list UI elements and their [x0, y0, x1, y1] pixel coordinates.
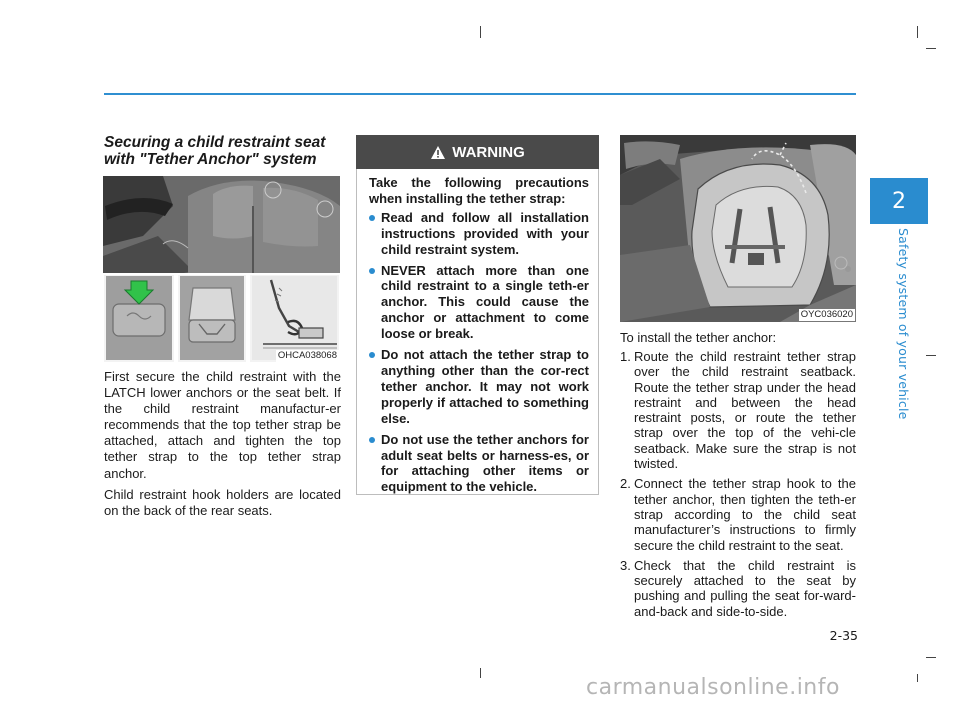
warning-header [356, 135, 599, 169]
child-seat-tether-image [620, 135, 856, 322]
warning-box [356, 135, 599, 495]
step-item [620, 476, 856, 552]
bullet-icon [369, 352, 375, 358]
crop-mark [926, 355, 936, 356]
warning-intro: Take the following precautions when installing the tether strap: [369, 175, 589, 206]
step-item [620, 349, 856, 471]
bullet-icon [369, 215, 375, 221]
left-body-text [104, 369, 341, 524]
crop-mark [926, 657, 936, 658]
bullet-icon [369, 268, 375, 274]
step-text: Check that the child restraint is securely attached to the seat by pushing and pulling the seat for-ward-and-back and side-to-side. [634, 557, 856, 619]
section-heading: Securing a child restraint seat with "Tether Anchor" system [104, 134, 326, 168]
warning-item [369, 432, 589, 496]
step-text: Route the child restraint tether strap over the child restraint seatback. Route the tether strap under the head restraint and between the head restraint posts, or route the tether strap over the top of the vehi-cle seatback. Make sure the strap is not twisted. [634, 349, 856, 472]
install-steps [620, 330, 856, 624]
image-code: OYC036020 [800, 309, 853, 320]
step-number: 3. [620, 557, 631, 573]
rear-seat-illustration [103, 176, 340, 363]
step-number: 1. [620, 349, 631, 364]
warning-item [369, 263, 589, 343]
warning-item-text: Read and follow all installation instructions provided with your child restraint system. [381, 209, 589, 257]
header-rule [104, 93, 856, 95]
warning-item-text: Do not attach the tether strap to anything other than the cor-rect tether anchor. It may not work properly if attached to something else. [381, 347, 589, 426]
warning-item-text: NEVER attach more than one child restraint to a single teth-er anchor. This could cause the anchor or attachment to come loose or break. [381, 262, 589, 342]
warning-item [369, 210, 589, 258]
child-seat-illustration [620, 135, 856, 322]
crop-mark [480, 668, 481, 678]
paragraph: Child restraint hook holders are located on the back of the rear seats. [104, 486, 341, 518]
warning-title: WARNING [452, 143, 525, 161]
step-text: Connect the tether strap hook to the tether anchor, then tighten the teth-er strap according to the child seat manufacturer’s instructions to firmly secure the child restraint to the seat. [634, 476, 856, 553]
step-item [620, 558, 856, 619]
crop-mark [480, 26, 481, 38]
warning-item-text: Do not use the tether anchors for adult seat belts or harness-es, or for attaching other items or equipment to the vehicle. [381, 431, 589, 495]
chapter-tab: 2 [870, 178, 928, 224]
warning-triangle-icon [430, 145, 446, 160]
rear-seat-hook-holder-image [103, 176, 340, 363]
crop-mark [917, 26, 918, 38]
image-code: OHCA038068 [277, 350, 337, 361]
warning-body [356, 169, 599, 495]
crop-mark [926, 48, 936, 49]
steps-intro: To install the tether anchor: [620, 330, 777, 345]
watermark: carmanualsonline.info [586, 675, 840, 700]
bullet-icon [369, 437, 375, 443]
step-number: 2. [620, 476, 631, 492]
paragraph: First secure the child restraint with the LATCH lower anchors or the seat belt. If the child restraint manufactur-er recommends that the top tether strap be attached, attach and tighten the top tether strap to the top tether strap anchor. [104, 369, 341, 481]
warning-list [369, 210, 589, 495]
page-number: 2-35 [829, 628, 858, 643]
warning-item [369, 347, 589, 427]
chapter-tab-label: Safety system of your vehicle [896, 228, 911, 420]
